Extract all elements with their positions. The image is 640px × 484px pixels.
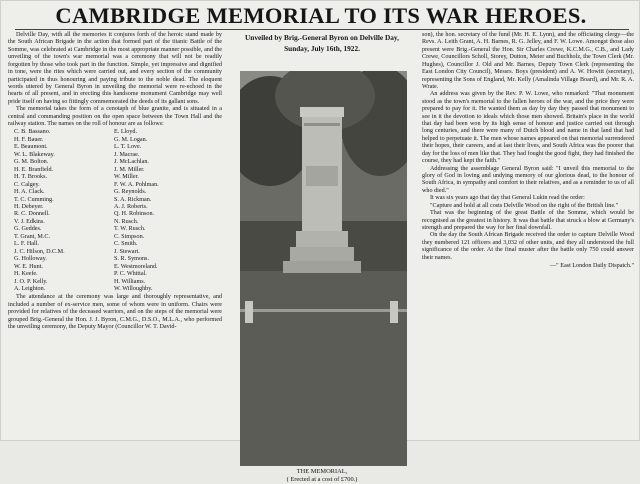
roll-of-honour-name: G. M. Logan. (114, 136, 148, 143)
roll-of-honour-name: W. Miller. (114, 174, 139, 181)
caption-title: THE MEMORIAL, (296, 468, 348, 475)
headline: CAMBRIDGE MEMORIAL TO ITS WAR HEROES. (55, 3, 587, 28)
roll-of-honour-name: Q. H. Robinson. (114, 211, 155, 218)
roll-of-honour-name: P. C. Whittal. (114, 271, 147, 278)
roll-of-honour-name: V. J. Edkins. (14, 218, 45, 225)
roll-of-honour-name: J. Stewart. (114, 248, 140, 255)
roll-of-honour-name: H. Williams. (114, 278, 146, 285)
roll-of-honour-name: F. W. A. Pohlman. (114, 181, 159, 188)
roll-of-honour-name: H. Debeyer. (14, 204, 44, 211)
roll-of-honour-name: J. Macrae. (114, 151, 140, 158)
roll-of-honour-name: J. M. Miller. (114, 166, 145, 173)
memorial-photo (240, 71, 407, 466)
roll-of-honour-name: G. Reynolds. (114, 189, 147, 196)
attendance-paragraph: The attendance at the ceremony was large and thoroughly representative, and included a number of ex-service men, some of whom were in uniform. Chairs were provided for relatives of the deceased warriors, and on the steps of the memorial were grouped Brig.-General the Hon. J. J. Byron, C.M.G., D.S.O., M.L.A., who performed the unveiling ceremony, the Deputy Mayor (Councillor W. T. David- (8, 294, 222, 331)
roll-of-honour-name: W. Willoughby. (114, 286, 153, 292)
center-column (227, 32, 417, 54)
roll-of-honour-name: H. T. Brooks. (14, 174, 48, 181)
roll-of-honour-column-2 (114, 129, 214, 293)
roll-of-honour-column-1 (14, 129, 114, 293)
right-paragraph: It was six years ago that day that General Lukin read the order: (430, 195, 585, 202)
roll-of-honour-name: J. O. P. Kelly. (14, 278, 48, 285)
right-column (422, 32, 634, 271)
roll-of-honour-name: G. Holloway. (14, 256, 47, 263)
right-paragraph: An address was given by the Rev. P. W. Lowe, who remarked: "That monument stood as the town's memorial to the fallen heroes of the war, and the price they were prepared to pay for it. He wanted them as day by day they passed that monument to see in it the devotion to ideals which those men showed. Britain's place in the world that day had been won by its high sense of honour and justice carried out through long centuries, and there were many of Dutch blood and name in that land that had helped to perpetuate it. The men whose names appeared on that memorial surrendered their hopes, their careers, and at last their lives, and South Africa was the poorer that day for the loss of men like that. They had fought the good fight, they had finished the course, they had kept the faith." (422, 91, 634, 165)
roll-of-honour-name: A. Leighton. (14, 286, 46, 292)
subheading-line-2: Sunday, July 16th, 1922. (284, 44, 360, 53)
source-signature: —" East London Daily Dispatch." (550, 263, 634, 270)
roll-of-honour-name: G. M. Bolton. (14, 159, 49, 166)
right-paragraph: "Capture and hold at all costs Delville Wood on the right of the British line." (430, 202, 619, 209)
roll-of-honour-name: H. E. Branfield. (14, 166, 54, 173)
roll-of-honour-name: C. Calgey. (14, 181, 40, 188)
roll-of-honour-name: W. E. Hunt. (14, 263, 43, 270)
roll-of-honour-name: L. T. Love. (114, 144, 142, 151)
roll-of-honour-name: H. A. Clack. (14, 189, 45, 196)
memorial-paragraph: The memorial takes the form of a cenotaph of blue granite, and is situated in a central and commanding position on the open space between the Town Hall and the railway station. The names on the roll of honour are as follows: (8, 106, 222, 128)
roll-of-honour-name: C. B. Bassano. (14, 129, 51, 136)
caption-detail: ( Erected at a cost of £700.) (286, 476, 358, 483)
photo-caption (227, 468, 417, 484)
roll-of-honour-name: E. Beaumont. (14, 144, 48, 151)
roll-of-honour-name: J. McLachlan. (114, 159, 149, 166)
roll-of-honour (14, 129, 222, 293)
right-paragraph: That was the beginning of the great Battle of the Somme, which would be recognised as the greatest in history. It was that battle that struck a blow at Germany's strength and prepared the way for her final downfall. (422, 210, 634, 231)
roll-of-honour-name: S. R. Symons. (114, 256, 149, 263)
roll-of-honour-name: G. Geddes. (14, 226, 42, 233)
left-column (8, 32, 222, 332)
right-paragraph: Addressing the assemblage General Byron said: "I unveil this memorial to the glory of God in loving and undying memory of our glorious dead, to the honour of South Africa, in sympathy and comfort to their relatives, and as a reminder to us of all who died." (422, 165, 634, 194)
roll-of-honour-name: N. Rusch. (114, 218, 139, 225)
intro-paragraph: Delville Day, with all the memories it conjures forth of the heroic stand made by the South African Brigade in the action that formed part of the titanic Battle of the Somme, was celebrated at Cambridge in the most appropriate manner possible, and the unveiling of the town's war memorial was a ceremony that will not be readily forgotten by those who took part in the function. Simple, yet impressive and dignified in tone, were the rites which were carried out, and every section of the community participated in thus honouring and paying tribute to the noble dead. The eloquent words uttered by General Byron in unveiling the memorial were re-echoed in the hearts of all present, and in erecting this handsome monument Cambridge may well pride itself on having so fittingly commemorated the deeds of its gallant sons. (8, 32, 222, 105)
roll-of-honour-name: R. C. Donnell. (14, 211, 50, 218)
roll-of-honour-name: C. Simpson. (114, 233, 145, 240)
roll-of-honour-name: E. Lloyd. (114, 129, 138, 136)
headline-rule (15, 29, 629, 30)
roll-of-honour-name: T. W. Rusch. (114, 226, 146, 233)
roll-of-honour-name: E. Westmoreland. (114, 263, 158, 270)
roll-of-honour-name: L. F. Hall. (14, 241, 39, 248)
roll-of-honour-name: H. Keefe. (14, 271, 38, 278)
right-paragraph: On the day the South African Brigade received the order to capture Delville Wood they numbered 121 officers and 3,032 of other units, and they all understood the full significance of the order. At the final muster after the battle only 750 could answer their names. (422, 232, 634, 261)
roll-of-honour-name: C. Smith. (114, 241, 138, 248)
roll-of-honour-name: J. C. Hilson, D.C.M. (14, 248, 65, 255)
subheading-line-1: Unveiled by Brig.-General Byron on Delville Day, (245, 33, 399, 42)
roll-of-honour-name: W. L. Blakeway. (14, 151, 55, 158)
roll-of-honour-name: H. F. Bauer. (14, 136, 44, 143)
right-paragraph: son), the hon. secretary of the fund (Mr. H. E. Lynn), and the officiating clergy—the Revs. A. Leith Grant, A. H. Barnes, R. G. Jelley, and F. W. Lowe. Amongst those also present were Brig.-General the Hon. Sir Charles Crewe, K.C.M.G., C.B., and Lady Crewe, Councillors Scholl, Storey, Dutton, Meier and Buchholz, the Town Clerk (Mr. Hughes), Councillor J. Old and Mr. Barnes, Deputy Town Clerk (representing the East London City Council), Messrs. Boys (president) and A. W. Howitt (secretary), representing the Sons of England, Mr. Kelly (Amalinda Village Board), and Mr. R. A. Wrate. (422, 32, 634, 90)
roll-of-honour-name: T. C. Cumming. (14, 196, 54, 203)
roll-of-honour-name: T. Grant, M.C. (14, 233, 51, 240)
roll-of-honour-name: S. A. Rickman. (114, 196, 152, 203)
roll-of-honour-name: A. J. Roberts. (114, 204, 148, 211)
